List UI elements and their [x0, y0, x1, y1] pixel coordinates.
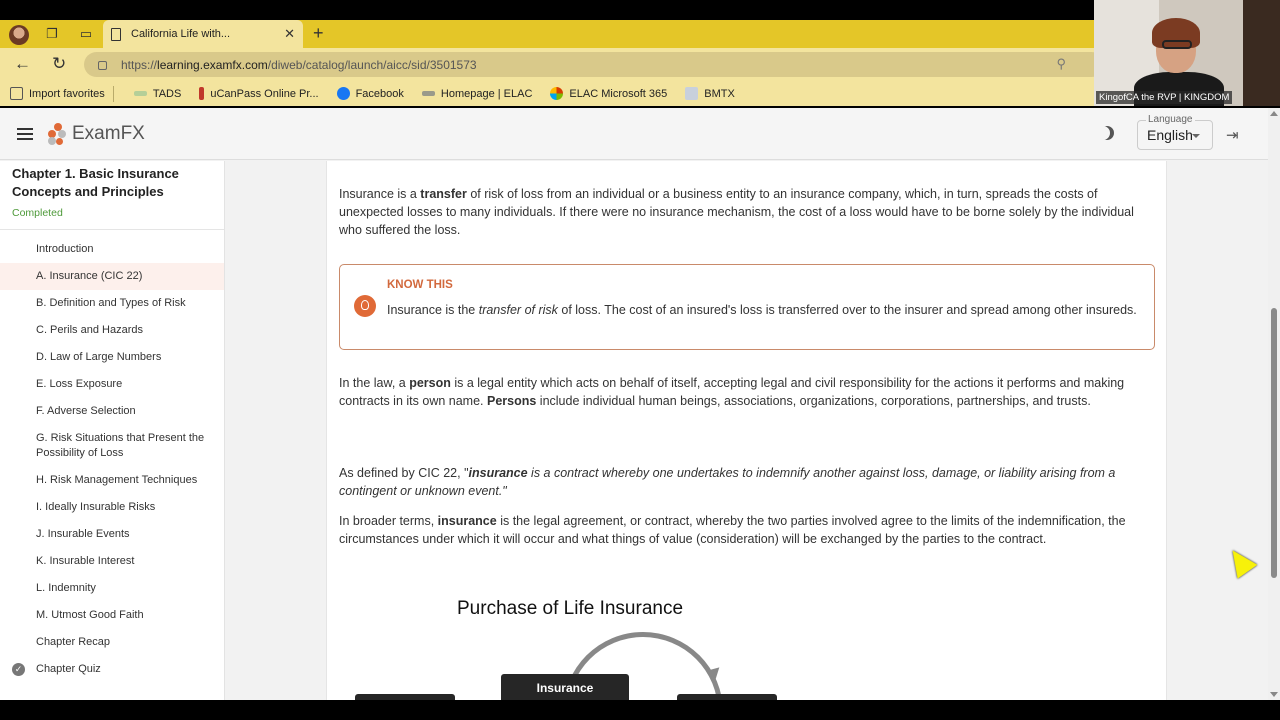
- sidebar-item-utmost-good-faith[interactable]: M. Utmost Good Faith: [36, 609, 144, 621]
- chapter-header: [0, 161, 224, 230]
- sidebar-item-introduction[interactable]: Introduction: [36, 243, 94, 255]
- browser-tab-active[interactable]: [103, 20, 303, 48]
- bookmark-ucanpass[interactable]: uCanPass Online Pr...: [199, 87, 318, 100]
- lesson-content: [326, 161, 1167, 700]
- bookmark-separator: [113, 86, 114, 102]
- arrowhead-icon: [706, 667, 722, 681]
- import-icon: [10, 87, 23, 100]
- sidebar-item-adverse-selection[interactable]: F. Adverse Selection: [36, 405, 136, 417]
- sidebar-item-risk-situations[interactable]: G. Risk Situations that Present the Possibility of Loss: [36, 432, 205, 459]
- lock-icon: [98, 61, 107, 70]
- sidebar-item-perils-hazards[interactable]: C. Perils and Hazards: [36, 324, 143, 336]
- address-bar-row: [0, 48, 1100, 81]
- video-call-overlay: [1094, 0, 1280, 106]
- screen-top-bar: [0, 0, 1280, 20]
- mouse-cursor-icon: [1223, 543, 1258, 578]
- hamburger-menu-icon[interactable]: [17, 128, 33, 140]
- chevron-down-icon: [1192, 134, 1200, 138]
- paragraph-person: In the law, a person is a legal entity which acts on behalf of itself, accepting legal and civil responsibility for the actions it performs and making contracts in its own name. Persons include individual human beings, associations, organizations, corporations, partnerships, and trusts.: [339, 376, 1125, 408]
- reload-icon[interactable]: ↻: [52, 54, 67, 73]
- facebook-icon: [337, 87, 350, 100]
- language-value: English: [1147, 127, 1193, 143]
- sidebar-item-chapter-quiz[interactable]: ✓ Chapter Quiz: [0, 656, 224, 683]
- diagram-title: Purchase of Life Insurance: [457, 598, 684, 619]
- tab-actions-icon[interactable]: ▭: [79, 26, 93, 41]
- sidebar-item-loss-exposure[interactable]: E. Loss Exposure: [36, 378, 123, 390]
- logout-icon[interactable]: ⇥: [1226, 127, 1239, 144]
- chapter-status: Completed: [12, 207, 63, 219]
- participant-glasses: [1162, 40, 1192, 49]
- paragraph-insurance-transfer: Insurance is a transfer of risk of loss from an individual or a business entity to an insurance company, which, in turn, spreads the costs of unexpected losses to many individuals. If there were no insurance mechanism, the cost of a loss would have to be borne solely by the individual who suffered the loss.: [339, 187, 1134, 237]
- scrollbar-thumb[interactable]: [1271, 308, 1277, 578]
- sidebar-item-insurable-events[interactable]: J. Insurable Events: [36, 528, 130, 540]
- close-tab-icon[interactable]: ✕: [284, 26, 295, 41]
- chapter-title: Chapter 1. Basic Insurance Concepts and Principles: [12, 166, 179, 199]
- diagram-box-insurance: Insurance: [501, 674, 629, 700]
- language-label: Language: [1148, 114, 1193, 125]
- bookmark-elac-microsoft365[interactable]: ELAC Microsoft 365: [550, 87, 667, 100]
- scroll-up-icon[interactable]: [1270, 111, 1278, 116]
- sidebar-item-ideally-insurable-risks[interactable]: I. Ideally Insurable Risks: [36, 501, 156, 513]
- bookmark-import-favorites[interactable]: Import favorites: [10, 87, 105, 100]
- bookmark-elac-homepage[interactable]: Homepage | ELAC: [422, 88, 533, 100]
- purchase-life-insurance-diagram: [427, 596, 847, 700]
- url-domain: learning.examfx.com: [157, 57, 268, 72]
- back-icon[interactable]: ←: [14, 54, 31, 73]
- paragraph-broader-terms: In broader terms, insurance is the legal agreement, or contract, whereby the two parties involved agree to the limits of the indemnification, the circumstances under which it will occur and what things of value (consideration) will be exchanged by the parties to the contract.: [339, 514, 1126, 546]
- url-path: /diweb/catalog/launch/aicc/sid/3501573: [267, 57, 477, 72]
- participant-name: KingofCA the RVP | KINGDOM: [1096, 91, 1232, 104]
- sidebar-item-insurable-interest[interactable]: K. Insurable Interest: [36, 555, 135, 567]
- section-list: [0, 236, 224, 683]
- bookmark-bmtx[interactable]: BMTX: [685, 87, 735, 100]
- ucanpass-icon: [199, 87, 204, 100]
- url-field[interactable]: [84, 52, 1104, 77]
- sidebar-item-law-large-numbers[interactable]: D. Law of Large Numbers: [36, 351, 162, 363]
- scroll-down-icon[interactable]: [1270, 692, 1278, 697]
- new-tab-button[interactable]: +: [313, 23, 324, 43]
- paragraph-cic22-definition: As defined by CIC 22, "insurance is a contract whereby one undertakes to indemnify another against loss, damage, or liability arising from a contingent or unknown event.": [339, 466, 1116, 498]
- sidebar-item-risk-management[interactable]: H. Risk Management Techniques: [36, 474, 198, 486]
- screen-bottom-bar: [0, 700, 1280, 720]
- dark-mode-toggle-icon[interactable]: [1100, 126, 1114, 140]
- zoom-out-icon[interactable]: ⚲: [1056, 56, 1066, 71]
- bookmarks-bar: [0, 81, 1100, 106]
- tads-icon: [134, 91, 147, 96]
- sidebar-item-insurance[interactable]: A. Insurance (CIC 22): [0, 263, 224, 290]
- know-this-callout: [339, 264, 1155, 350]
- profile-avatar[interactable]: [9, 25, 29, 45]
- bookmark-tads[interactable]: TADS: [134, 88, 182, 100]
- microsoft365-icon: [550, 87, 563, 100]
- sidebar-item-chapter-recap[interactable]: Chapter Recap: [36, 636, 110, 648]
- callout-body: Insurance is the transfer of risk of loss. The cost of an insured's loss is transferred over to the insurer and spread among other insureds.: [387, 303, 1137, 317]
- logo-text: ExamFX: [72, 123, 145, 144]
- app-header: [0, 108, 1268, 160]
- examfx-logo-icon: [46, 123, 68, 145]
- examfx-app: [0, 108, 1280, 700]
- collections-icon[interactable]: ❐: [46, 26, 58, 41]
- page-scrollbar[interactable]: [1268, 108, 1280, 700]
- url-prefix: https://: [121, 57, 158, 72]
- bmtx-icon: [685, 87, 698, 100]
- sidebar-item-definition-types-risk[interactable]: B. Definition and Types of Risk: [36, 297, 186, 309]
- lightbulb-icon: [354, 295, 376, 317]
- bookmark-facebook[interactable]: Facebook: [337, 87, 404, 100]
- elac-icon: [422, 91, 435, 96]
- browser-tab-bar: [0, 20, 1280, 48]
- language-select[interactable]: [1137, 114, 1213, 150]
- chapter-sidebar: [0, 161, 225, 700]
- sidebar-item-indemnity[interactable]: L. Indemnity: [36, 582, 96, 594]
- callout-title: KNOW THIS: [387, 279, 453, 291]
- check-circle-icon: ✓: [12, 663, 25, 676]
- page-icon: [111, 28, 121, 41]
- tab-title: California Life with...: [131, 28, 231, 40]
